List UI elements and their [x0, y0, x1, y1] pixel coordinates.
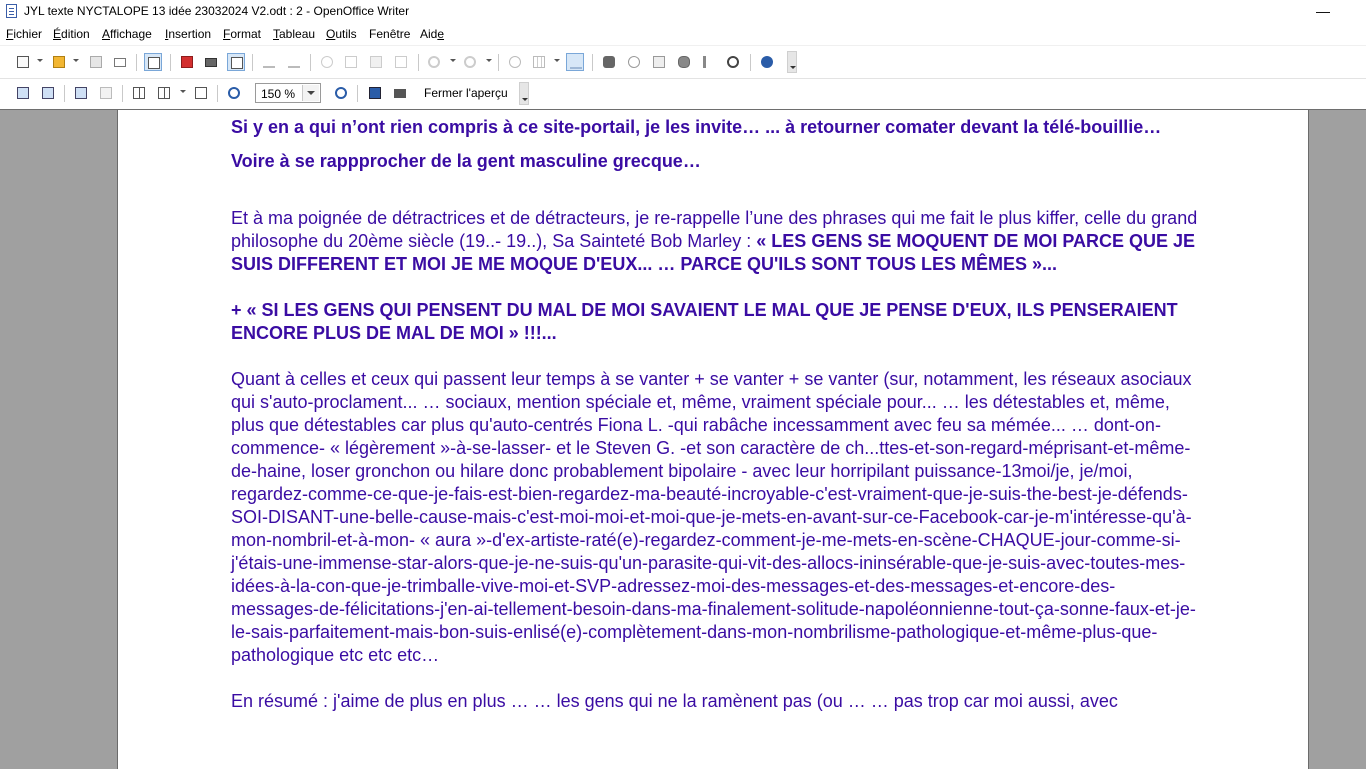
menu-tableau[interactable] [273, 27, 315, 41]
page-preview-icon[interactable] [227, 53, 245, 71]
paragraph-se-vanter: Quant à celles et ceux qui passent leur temps à se vanter + se vanter + se vanter (sur, notamment, les réseaux asociaux qui s'auto-proclament... … sociaux, mention spéciale et, même, vraiment spéciale pour... … les détestables et, même, plus que détestables car plus qu'auto-centrés Fiona L. -qui rabâche incessamment avec feu sa mémée... … dont-on-commence- « légèrement »-à-se-lasser- et le Steven G. -et son caractère de ch...ttes-et-son-regard-méprisant-et-même-de-haine, loser gronchon ou hilare donc probablement bipolaire - avec leur horripilant puissance-13moi/je, je/moi, regardez-comme-ce-que-je-fais-est-bien-regardez-ma-beauté-incroyable-c'est-vraiment-que-je-suis-the-best-je-défends-SOI-DISANT-une-belle-cause-mais-c'est-moi-moi-et-moi-que-je-mets-en-avant-sur-ce-Facebook-car-je-m'intéresse-qu'à-mon-nombril-et-à-mon- « aura »-d'ex-artiste-raté(e)-regardez-comment-je-me-mets-en-scène-CHAQUE-jour-comme-si-j'étais-une-immense-star-alors-que-je-ne-suis-qu'un-parasite-qui-vit-des-allocs-ininsérable-que-je-suis-avec-toutes-mes-idées-à-la-con-que-je-trimballe-vive-moi-et-SVP-adressez-moi-des-messages-et-des-messages-et-encore-des-messages-de-félicitations-j'en-ai-tellement-besoin-dans-ma-finalement-solitude-napoléonnienne-tout-ça-sonne-faux-et-je-le-sais-parfaitement-mais-bon-suis-enlisé(e)-complètement-dans-mon-nombrilisme-pathologique-et-même-plus-que-pathologique etc etc etc… [231, 369, 1196, 665]
menu-label: dition [61, 27, 90, 41]
toolbar-separator [217, 85, 218, 102]
copy-icon[interactable] [342, 53, 360, 71]
menu-label: ichier [13, 27, 43, 41]
clone-format-icon[interactable] [392, 53, 410, 71]
toolbar-separator [170, 54, 171, 71]
email-icon[interactable] [111, 53, 129, 71]
menu-insertion[interactable] [165, 27, 211, 41]
redo-dropdown-arrow[interactable] [486, 59, 492, 62]
edit-mode-icon[interactable] [144, 53, 162, 71]
paragraph-detractors-quote: « LES GENS SE MOQUENT DE MOI PARCE QUE JE SUIS DIFFERENT ET MOI JE ME MOQUE D'EUX... … PARCE QU'ILS SONT TOUS LES MÊMES »... [231, 231, 1196, 274]
toolbar-overflow-button[interactable] [519, 82, 529, 105]
document-page[interactable] [117, 110, 1309, 769]
menu-label: ableau [279, 27, 316, 41]
toolbar-overflow-button[interactable] [787, 51, 797, 73]
full-screen-icon[interactable] [366, 84, 384, 102]
close-preview-button[interactable]: Fermer l'aperçu [424, 86, 508, 100]
page-content[interactable] [231, 116, 1201, 713]
export-pdf-icon[interactable] [178, 53, 196, 71]
next-page-icon[interactable] [39, 84, 57, 102]
menu-accel: É [53, 27, 62, 41]
last-page-icon[interactable] [97, 84, 115, 102]
menu-outils[interactable] [326, 27, 357, 41]
undo-dropdown-arrow[interactable] [450, 59, 456, 62]
menu-label: ffichage [110, 27, 152, 41]
paragraph-gent-grecque: Voire à se rappprocher de la gent masculine grecque… [231, 151, 701, 171]
menu-label: utils [335, 27, 357, 41]
zoom-value: 150 % [261, 87, 296, 101]
menu-accel: O [326, 27, 336, 41]
paragraph-portal-invite: Si y en a qui n’ont rien compris à ce site-portail, je les invite… ... à retourner comater devant la télé-bouillie… [231, 117, 1162, 137]
menu-format[interactable] [223, 27, 261, 41]
menu-aide[interactable] [420, 27, 444, 41]
menu-bar [0, 24, 1366, 45]
zoom-select[interactable] [255, 83, 321, 103]
minimize-button[interactable]: — [1316, 3, 1330, 19]
find-replace-icon[interactable] [600, 53, 618, 71]
new-document-icon[interactable] [14, 53, 32, 71]
menu-label: nsertion [168, 27, 212, 41]
toolbar-separator [750, 54, 751, 71]
menu-accel: e [437, 27, 445, 41]
standard-toolbar [0, 45, 1366, 78]
menu-accel: F [6, 27, 14, 41]
menu-accel: F [223, 27, 231, 41]
navigator-icon[interactable] [625, 53, 643, 71]
multiple-pages-icon[interactable] [155, 84, 173, 102]
paragraph-quote-mal: + « SI LES GENS QUI PENSENT DU MAL DE MOI SAVAIENT LE MAL QUE JE PENSE D'EUX, ILS PENSERAIENT ENCORE PLUS DE MAL DE MOI » !!!... [231, 300, 1178, 343]
paragraph-en-resume: En résumé : j'aime de plus en plus … … les gens qui ne la ramènent pas (ou … … pas trop car moi aussi, avec [231, 691, 1118, 711]
table-icon[interactable] [530, 53, 548, 71]
page-preview-toolbar [0, 78, 1366, 109]
zoom-out-icon[interactable] [332, 84, 350, 102]
toolbar-separator [136, 54, 137, 71]
data-sources-icon[interactable] [675, 53, 693, 71]
document-workspace[interactable] [0, 109, 1366, 769]
toolbar-separator [418, 54, 419, 71]
redo-icon[interactable] [461, 53, 479, 71]
menu-edition[interactable] [53, 27, 90, 41]
open-dropdown-arrow[interactable] [73, 59, 79, 62]
toolbar-separator [252, 54, 253, 71]
toolbar-separator [122, 85, 123, 102]
hyperlink-icon[interactable] [506, 53, 524, 71]
zoom-icon[interactable] [724, 53, 742, 71]
title-bar [0, 0, 1366, 24]
paste-icon[interactable] [367, 53, 385, 71]
new-dropdown-arrow[interactable] [37, 59, 43, 62]
menu-accel: T [273, 27, 279, 41]
window-title: JYL texte NYCTALOPE 13 idée 23032024 V2.odt : 2 - OpenOffice Writer [24, 4, 410, 18]
undo-icon[interactable] [425, 53, 443, 71]
two-pages-icon[interactable] [130, 84, 148, 102]
help-icon[interactable] [758, 53, 776, 71]
cut-icon[interactable] [318, 53, 336, 71]
paragraph-detractors-text: Et à ma poignée de détractrices et de détracteurs, je re-rappelle l’une des phrases qui me fait le plus kiffer, celle du grand philosophe du 20ème siècle (19..- 19..), Sa Sainteté Bob Marley : [231, 208, 1198, 251]
open-folder-icon[interactable] [50, 53, 68, 71]
book-preview-icon[interactable] [192, 84, 210, 102]
toolbar-separator [592, 54, 593, 71]
paragraph-detractors [231, 207, 1201, 276]
save-icon[interactable] [87, 53, 105, 71]
zoom-in-icon[interactable] [225, 84, 243, 102]
toolbar-separator [357, 85, 358, 102]
draw-functions-icon[interactable] [566, 53, 584, 71]
menu-accel: I [165, 27, 169, 41]
table-dropdown-arrow[interactable] [554, 59, 560, 62]
menu-label: Fe [369, 27, 384, 41]
previous-page-icon[interactable] [14, 84, 32, 102]
menu-affichage[interactable] [102, 27, 152, 41]
menu-label: ormat [230, 27, 262, 41]
menu-accel: A [102, 27, 111, 41]
first-page-icon[interactable] [72, 84, 90, 102]
menu-fenetre[interactable] [369, 27, 410, 41]
zoom-dropdown-arrow[interactable] [302, 85, 319, 101]
toolbar-separator [310, 54, 311, 71]
formatting-marks-icon[interactable] [700, 53, 718, 71]
menu-label: nêtre [383, 27, 411, 41]
menu-label: Aid [420, 27, 438, 41]
multiple-pages-dropdown-arrow[interactable] [180, 90, 186, 93]
menu-fichier[interactable] [6, 27, 42, 41]
toolbar-separator [64, 85, 65, 102]
gallery-icon[interactable] [650, 53, 668, 71]
auto-spellcheck-icon[interactable] [285, 53, 303, 71]
print-icon[interactable] [202, 53, 220, 71]
toolbar-separator [498, 54, 499, 71]
print-preview-icon[interactable] [391, 84, 409, 102]
writer-document-icon [6, 4, 17, 18]
spellcheck-icon[interactable] [260, 53, 278, 71]
